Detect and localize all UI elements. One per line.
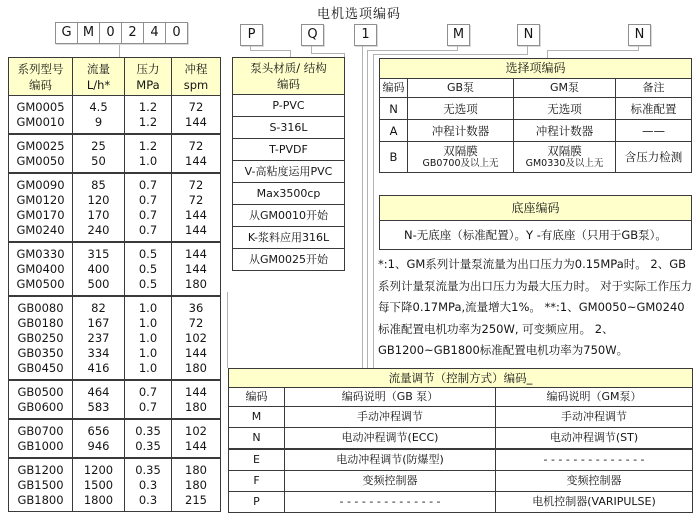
table-cell: 240 (87, 223, 110, 237)
table-cell: 144 (185, 115, 207, 129)
flow-table-rows (229, 406, 692, 512)
series-column (125, 174, 172, 241)
model-code-box: 4 (143, 22, 166, 44)
table-cell: 144 (185, 262, 207, 276)
code-box-pump-head: P (240, 24, 263, 46)
series-column (73, 135, 125, 172)
table-row (229, 427, 692, 448)
table-row: K-浆料应用316L (233, 226, 344, 248)
cell-text: 冲程计数器 (431, 123, 490, 138)
connector-line (373, 54, 528, 55)
flow-table-header (229, 388, 692, 406)
table-cell: GB1500 (17, 478, 64, 492)
table-cell: 1.0 (138, 361, 158, 375)
connector-line (527, 46, 528, 54)
table-cell: 583 (87, 400, 110, 414)
base-code-title: 底座编码 (380, 196, 691, 221)
table-cell: GB0250 (17, 331, 64, 345)
table-cell: 25 (91, 139, 106, 153)
table-cell: GM0090 (16, 178, 65, 192)
note-cell (616, 120, 691, 141)
table-cell: GB0450 (17, 361, 64, 375)
table-cell: GB1800 (17, 493, 64, 507)
table-row: Max3500cp (233, 182, 344, 204)
table-cell: 315 (87, 247, 110, 261)
series-column (9, 381, 73, 418)
table-cell: 0.7 (138, 400, 158, 414)
table-cell: 144 (185, 439, 207, 453)
cell-text: 含压力检测 (624, 150, 683, 164)
pump-head-table (232, 57, 345, 271)
series-column (9, 420, 73, 457)
flow-table-title: 流量调节（控制方式）编码_ (229, 369, 692, 388)
column-header (125, 58, 172, 95)
table-row: 从GM0025开始 (233, 248, 344, 270)
connector-line (119, 45, 120, 57)
column-header: 编码说明（GB 泵） (285, 388, 496, 406)
table-cell: 0.7 (138, 208, 158, 222)
header-line: 流量 (87, 62, 110, 76)
model-code-box: 0 (99, 22, 122, 44)
table-cell: 1.2 (138, 139, 158, 153)
series-column (125, 96, 172, 133)
table-cell: GB0080 (17, 301, 64, 315)
table-cell: 0.3 (138, 493, 158, 507)
table-cell: GB1000 (17, 439, 64, 453)
column-header: 备注 (642, 81, 665, 94)
series-column (172, 381, 220, 418)
series-group (9, 241, 220, 295)
code-box-base: N (628, 24, 651, 46)
series-column (73, 96, 125, 133)
table-cell: GM0010 (16, 115, 65, 129)
series-column (172, 459, 220, 511)
table-cell: GM0500 (16, 277, 65, 291)
connector-line (311, 53, 345, 54)
table-cell: GM0330 (16, 247, 65, 261)
table-cell: 500 (87, 277, 110, 291)
cell-text: 无选项 (443, 101, 478, 116)
gm-cell: 手动冲程调节 (561, 410, 627, 423)
table-cell: 1.0 (138, 331, 158, 345)
header-line: 压力 (136, 62, 160, 76)
table-cell: 144 (185, 346, 207, 360)
option-table-header (380, 79, 691, 97)
series-table-body (9, 96, 220, 511)
table-cell: 0.3 (138, 478, 158, 492)
table-cell: 946 (87, 439, 110, 453)
series-column (73, 297, 125, 379)
code-cell: E (229, 450, 285, 470)
divider-line (227, 292, 228, 368)
series-column (125, 243, 172, 295)
table-cell: GB0350 (17, 346, 64, 360)
column-header: GM泵 (514, 79, 616, 97)
table-cell: 36 (188, 301, 204, 315)
series-group (9, 379, 220, 418)
table-cell: 1.0 (138, 301, 158, 315)
code-box-flow-control: M (447, 24, 470, 46)
cell-text: 无选项 (547, 101, 582, 116)
table-cell: 4.5 (89, 100, 108, 114)
table-cell: GM0400 (16, 262, 65, 276)
code-box-structure: Q (301, 24, 324, 46)
table-cell: 82 (91, 301, 106, 315)
note-cell (616, 98, 691, 119)
table-cell: 0.35 (135, 463, 161, 477)
gb-cell: 电动冲程调节(防爆型) (285, 450, 496, 470)
table-cell: 180 (185, 277, 207, 291)
series-group (9, 418, 220, 457)
pump-head-rows (233, 95, 344, 270)
connector-line (250, 50, 291, 51)
code-box-motor-option: 1 (354, 24, 377, 46)
header-line: MPa (136, 78, 160, 92)
table-row (380, 119, 691, 141)
series-column (172, 96, 220, 133)
code-cell: P (229, 492, 285, 512)
table-row (229, 406, 692, 427)
series-code-table (8, 57, 221, 512)
pump-head-table-header (233, 58, 344, 95)
gm-cell: 变频控制器 (566, 474, 622, 487)
table-cell: GB0180 (17, 316, 64, 330)
cell-text: GM0330及以上无 (525, 158, 604, 169)
table-row: T-PVDF (233, 138, 344, 160)
connector-line (547, 50, 639, 51)
table-cell: GB1200 (17, 463, 64, 477)
table-cell: GM0025 (16, 139, 65, 153)
table-cell: GM0050 (16, 154, 65, 168)
table-cell: GB0500 (17, 385, 64, 399)
header-line: 冲程 (184, 62, 208, 76)
series-column (9, 135, 73, 172)
series-column (172, 135, 220, 172)
table-cell: 180 (185, 361, 207, 375)
series-column (172, 297, 220, 379)
table-cell: GB0600 (17, 400, 64, 414)
gb-cell: 变频控制器 (285, 471, 496, 491)
series-column (172, 174, 220, 241)
table-row: P-PVC (272, 99, 305, 112)
table-cell: GM0170 (16, 208, 65, 222)
table-cell: GM0005 (16, 100, 65, 114)
table-row (229, 470, 692, 491)
table-cell: 72 (188, 100, 204, 114)
series-column (125, 297, 172, 379)
cell-text: 标准配置 (630, 101, 677, 116)
table-cell: 416 (87, 361, 110, 375)
series-column (9, 243, 73, 295)
footnotes: *:1、GM系列计量泵流量为出口压力为0.15MPa时。 2、GB系列计量泵流量为出口压力为最大压力时。 对于实际工作压力每下降0.17MPa,流量增大1%。 **:1、GM0050~GM0240标准配置电机功率为250W, 可变频应用。 2、GB1200~GB1800标准配置电机功率为750W。 (378, 257, 693, 357)
code-cell (380, 98, 408, 119)
page-title: 电机选项编码 (317, 7, 402, 22)
table-cell: 1.2 (138, 100, 158, 114)
gb-cell (408, 120, 514, 141)
model-code-box: 2 (121, 22, 144, 44)
table-cell: 180 (185, 400, 207, 414)
header-line: 系列型号 (17, 62, 64, 76)
table-cell: 0.7 (138, 385, 158, 399)
column-header: 编码 (380, 79, 408, 97)
table-cell: 1.0 (138, 346, 158, 360)
table-cell: 0.7 (138, 178, 158, 192)
series-column (125, 420, 172, 457)
code-cell (380, 142, 408, 172)
table-cell: 215 (185, 493, 207, 507)
connector-line (311, 46, 312, 53)
table-cell: 144 (185, 385, 207, 399)
series-column (73, 174, 125, 241)
series-table-header (9, 58, 220, 96)
gm-cell (514, 120, 616, 141)
gb-cell: 电动冲程调节(ECC) (285, 428, 496, 448)
gm-cell (514, 142, 616, 172)
series-column (172, 420, 220, 457)
header-line: spm (183, 78, 209, 92)
model-code-strip (55, 22, 187, 44)
series-column (125, 381, 172, 418)
table-cell: 1.0 (138, 316, 158, 330)
gm-cell: - - - - - - - - - - - - - - (543, 453, 645, 466)
cell-text: 双隔膜 (443, 144, 478, 158)
table-cell: 102 (185, 331, 207, 345)
table-cell: 0.7 (138, 223, 158, 237)
pump-head-header-line: 泵头材质/ 结构 (250, 61, 327, 75)
table-cell: 170 (87, 208, 110, 222)
cell-text: N (389, 101, 398, 116)
pump-head-header-line: 编码 (277, 77, 300, 91)
table-cell: 144 (185, 208, 207, 222)
cell-text: A (389, 123, 398, 138)
table-cell: GB0700 (17, 424, 64, 438)
code-box-option: N (517, 24, 540, 46)
table-cell: GM0120 (16, 193, 65, 207)
table-cell: 144 (185, 223, 207, 237)
table-cell: 72 (188, 316, 204, 330)
table-cell: 400 (87, 262, 110, 276)
gb-cell (408, 142, 514, 172)
model-code-box: 0 (165, 22, 188, 44)
header-line: 编码 (29, 78, 52, 92)
model-code-box: G (55, 22, 78, 44)
table-cell: 0.5 (138, 262, 158, 276)
series-column (73, 243, 125, 295)
cell-text: —— (642, 123, 665, 138)
series-group (9, 133, 220, 172)
cell-text: B (389, 150, 398, 164)
series-group (9, 295, 220, 379)
table-cell: 9 (94, 115, 103, 129)
column-header: 编码说明（GM泵） (546, 390, 642, 403)
table-cell: 1800 (83, 493, 114, 507)
table-cell: 85 (91, 178, 106, 192)
gb-cell: 手动冲程调节 (285, 407, 496, 427)
option-table-title: 选择项编码 (380, 59, 691, 79)
column-header (9, 58, 73, 95)
table-cell: 1.2 (138, 115, 158, 129)
connector-line (290, 50, 291, 57)
table-row: S-316L (233, 116, 344, 138)
base-code-content: N-无底座（标准配置）。Y -有底座（只用于GB泵）。 (404, 228, 667, 242)
code-cell (380, 120, 408, 141)
gm-cell (514, 98, 616, 119)
option-table-rows (380, 97, 691, 172)
connector-line (547, 50, 548, 58)
column-header: 编码 (229, 388, 285, 406)
column-header (73, 58, 125, 95)
table-row (380, 97, 691, 119)
series-group (9, 96, 220, 133)
table-cell: 180 (185, 478, 207, 492)
table-cell: 102 (185, 424, 207, 438)
series-column (125, 459, 172, 511)
column-header: GB泵 (408, 79, 514, 97)
table-cell: 72 (188, 139, 204, 153)
cell-text: 冲程计数器 (535, 123, 594, 138)
table-cell: 1.0 (138, 154, 158, 168)
table-cell: 1500 (83, 478, 114, 492)
table-cell: 0.5 (138, 247, 158, 261)
column-header (172, 58, 220, 95)
table-row: 从GM0010开始 (233, 204, 344, 226)
series-column (9, 297, 73, 379)
series-column (9, 96, 73, 133)
connector-line (373, 54, 374, 368)
table-cell: 237 (87, 331, 110, 345)
table-cell: GM0240 (16, 223, 65, 237)
note-cell (616, 142, 691, 172)
gb-cell: - - - - - - - - - - - - - - (285, 492, 496, 512)
series-column (73, 420, 125, 457)
table-cell: 334 (87, 346, 110, 360)
table-cell: 50 (91, 154, 106, 168)
table-cell: 656 (87, 424, 110, 438)
code-cell: F (229, 471, 285, 491)
cell-text: GB0700及以上无 (422, 158, 499, 169)
table-row (229, 491, 692, 512)
series-column (73, 381, 125, 418)
connector-line (367, 50, 368, 368)
series-group (9, 172, 220, 241)
model-code-box: M (77, 22, 100, 44)
table-cell: 72 (188, 193, 204, 207)
cell-text: 双隔膜 (547, 144, 582, 158)
connector-line (362, 46, 363, 368)
base-code-box (379, 195, 692, 250)
table-cell: 0.35 (135, 424, 161, 438)
gm-cell: 电动冲程调节(ST) (549, 431, 639, 444)
table-row: V-高粘度运用PVC (233, 160, 344, 182)
table-cell: 144 (185, 247, 207, 261)
table-cell: 0.35 (135, 439, 161, 453)
gb-cell (408, 98, 514, 119)
table-cell: 180 (185, 463, 207, 477)
series-column (9, 459, 73, 511)
table-cell: 0.5 (138, 277, 158, 291)
table-cell: 1200 (83, 463, 114, 477)
table-cell: 144 (185, 154, 207, 168)
table-cell: 120 (87, 193, 110, 207)
series-column (73, 459, 125, 511)
series-column (9, 174, 73, 241)
flow-control-table (228, 368, 693, 513)
gm-cell: 电机控制器(VARIPULSE) (532, 495, 656, 508)
series-column (172, 243, 220, 295)
table-cell: 167 (87, 316, 110, 330)
table-cell: 72 (188, 178, 204, 192)
code-cell: N (229, 428, 285, 448)
code-cell: M (229, 407, 285, 427)
connector-line (367, 50, 458, 51)
table-cell: 0.7 (138, 193, 158, 207)
option-code-table (379, 58, 692, 173)
header-line: L/h* (86, 78, 111, 92)
series-group (9, 457, 220, 511)
series-column (125, 135, 172, 172)
table-row (380, 141, 691, 172)
table-row (229, 448, 692, 470)
table-cell: 464 (87, 385, 110, 399)
